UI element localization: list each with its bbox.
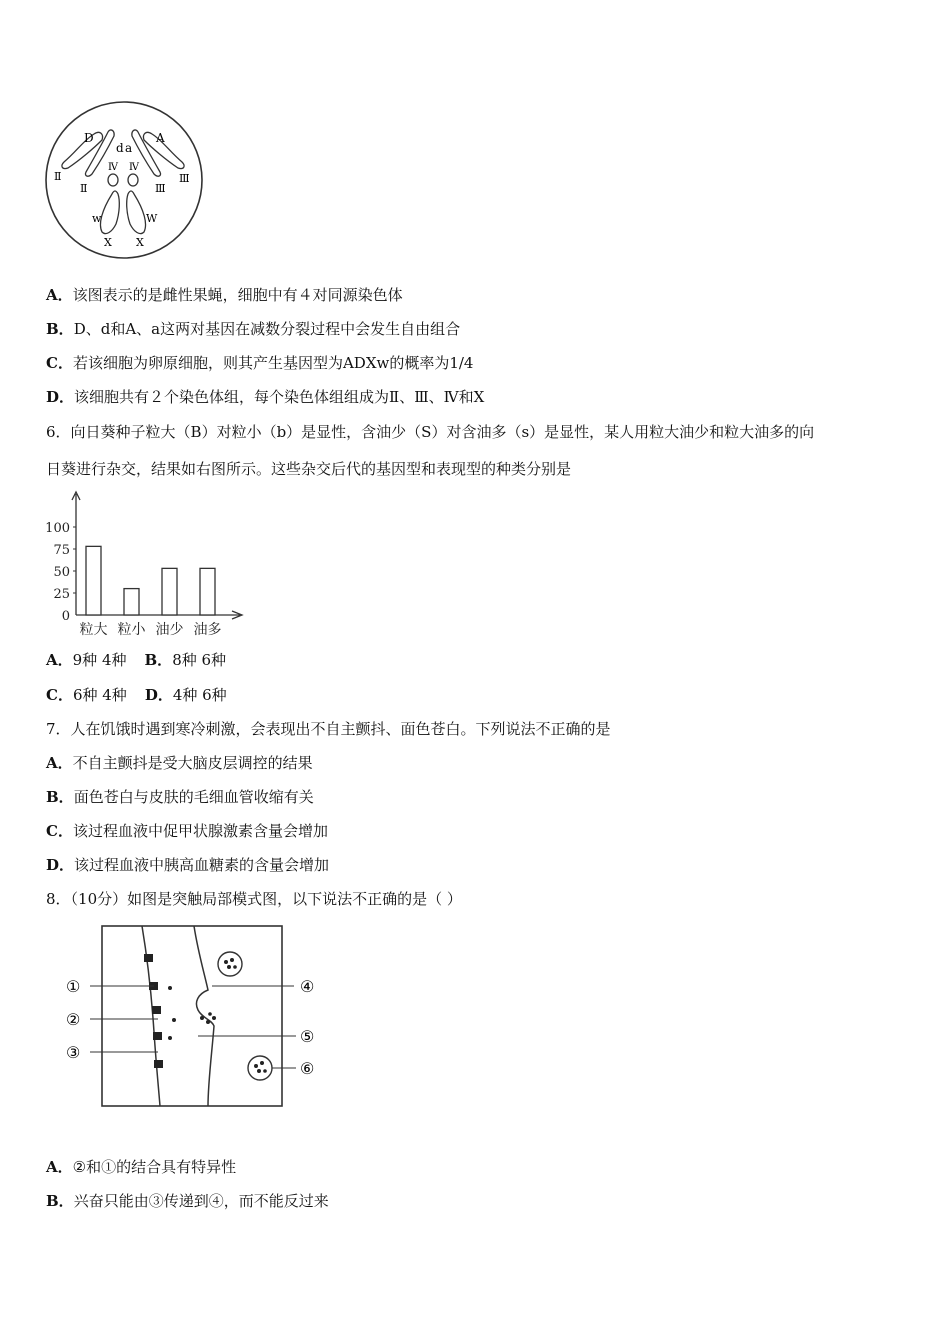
option-text: 9种 4种	[72, 651, 127, 669]
question-stem: 向日葵种子粒大（B）对粒小（b）是显性，含油少（S）对含油多（s）是显性，某人用粒大油少和粒大油多的向	[70, 423, 815, 441]
label-iii-inner: Ⅲ	[155, 182, 166, 195]
option-letter: D．	[46, 856, 75, 874]
receptor	[154, 1060, 163, 1068]
chromosome-iv-left	[108, 174, 118, 186]
x-tick-label: 粒小	[117, 622, 146, 638]
label-A: A	[156, 131, 165, 145]
option-text: 该图表示的是雌性果蝇，细胞中有４对同源染色体	[72, 286, 403, 304]
option-letter: D．	[144, 686, 173, 704]
option-letter: C．	[46, 822, 73, 840]
q7-option-c	[46, 821, 328, 841]
bar-2	[124, 589, 139, 615]
label-2: ②	[66, 1010, 81, 1029]
q5-option-a	[46, 285, 403, 305]
x-tick-label: 油少	[155, 622, 184, 638]
synaptic-vesicle	[248, 1056, 272, 1080]
option-letter: A．	[46, 754, 73, 772]
y-tick-label: 100	[45, 521, 70, 536]
label-iv-left: Ⅳ	[108, 162, 118, 173]
q6-stem-line1	[46, 422, 814, 442]
label-iii-right: Ⅲ	[179, 172, 190, 185]
question-number: 8．	[46, 890, 71, 908]
question-number: 7．	[46, 720, 71, 738]
label-D: D	[84, 131, 94, 145]
q6-options-row2	[46, 685, 227, 705]
q8-stem	[46, 889, 462, 909]
bar-chart	[42, 488, 252, 640]
option-letter: C．	[46, 354, 73, 372]
question-stem: 人在饥饿时遇到寒冷刺激，会表现出不自主颤抖、面色苍白。下列说法不正确的是	[70, 720, 611, 738]
y-tick-label: 25	[53, 587, 70, 602]
label-1: ①	[66, 977, 81, 996]
q5-option-b	[46, 319, 460, 339]
y-tick-label: 0	[61, 609, 70, 624]
option-letter: B．	[144, 651, 173, 669]
receptor	[153, 1032, 162, 1040]
q5-option-d	[46, 387, 484, 407]
x-tick-label: 油多	[193, 622, 222, 638]
option-text: 兴奋只能由③传递到④，而不能反过来	[73, 1192, 329, 1210]
question-stem: （10分）如图是突触局部模式图，以下说法不正确的是（ ）	[70, 890, 462, 908]
chromosome-x-right	[127, 191, 146, 234]
label-5: ⑤	[300, 1027, 315, 1046]
label-a: a	[125, 141, 133, 155]
option-text: ②和①的结合具有特异性	[72, 1158, 237, 1176]
label-ii-left: Ⅱ	[54, 170, 62, 183]
q8-option-b	[46, 1191, 329, 1211]
q6-stem-line2	[46, 459, 571, 479]
receptor	[144, 954, 153, 962]
synapse-figure	[62, 922, 326, 1112]
label-4: ④	[300, 977, 315, 996]
question-number: 6．	[46, 423, 71, 441]
q7-option-d	[46, 855, 329, 875]
chromosome-ii-outer	[62, 132, 103, 168]
option-text: 该过程血液中胰高血糖素的含量会增加	[74, 856, 330, 874]
chromosome-iv-right	[128, 174, 138, 186]
option-text: 面色苍白与皮肤的毛细血管收缩有关	[73, 788, 314, 806]
q5-option-c	[46, 353, 473, 373]
x-tick-label: 粒大	[79, 622, 108, 638]
label-d: d	[116, 141, 124, 155]
bar-1	[86, 546, 101, 615]
y-tick-label: 75	[53, 543, 70, 558]
option-text: 若该细胞为卵原细胞，则其产生基因型为ADXw的概率为1/4	[72, 354, 474, 372]
option-text: 该过程血液中促甲状腺激素含量会增加	[72, 822, 328, 840]
chromosome-figure	[42, 100, 206, 262]
synaptic-vesicle	[218, 952, 242, 976]
label-x-right: X	[136, 236, 144, 249]
q7-option-a	[46, 753, 313, 773]
chromosome-x-left	[100, 191, 119, 234]
q7-stem	[46, 719, 611, 739]
q6-options-row1	[46, 650, 226, 670]
option-letter: B．	[46, 320, 74, 338]
q8-option-a	[46, 1157, 236, 1177]
label-3: ③	[66, 1043, 81, 1062]
q7-option-b	[46, 787, 314, 807]
y-tick-label: 50	[53, 565, 70, 580]
presynaptic-membrane	[194, 926, 214, 1106]
option-text: 不自主颤抖是受大脑皮层调控的结果	[72, 754, 313, 772]
bar-4	[200, 568, 215, 615]
option-letter: C．	[46, 686, 73, 704]
option-letter: B．	[46, 1192, 74, 1210]
option-text: 4种 6种	[172, 686, 227, 704]
postsynaptic-membrane	[142, 926, 160, 1106]
label-x-left: X	[104, 236, 112, 249]
question-stem: 日葵进行杂交，结果如右图所示。这些杂交后代的基因型和表现型的种类分别是	[46, 460, 572, 478]
option-text: 8种 6种	[172, 651, 227, 669]
option-text: D、d和A、a这两对基因在减数分裂过程中会发生自由组合	[73, 320, 461, 338]
option-letter: B．	[46, 788, 74, 806]
label-ii-inner: Ⅱ	[80, 182, 88, 195]
label-w-left: w	[92, 212, 102, 225]
option-letter: D．	[46, 388, 75, 406]
option-letter: A．	[46, 651, 73, 669]
label-6: ⑥	[300, 1059, 315, 1078]
label-W-right: W	[146, 212, 158, 225]
option-letter: A．	[46, 1158, 73, 1176]
label-iv-right: Ⅳ	[129, 162, 139, 173]
bar-3	[162, 568, 177, 615]
option-text: 6种 4种	[72, 686, 127, 704]
option-letter: A．	[46, 286, 73, 304]
option-text: 该细胞共有２个染色体组，每个染色体组组成为Ⅱ、Ⅲ、Ⅳ和X	[74, 388, 485, 406]
receptor	[152, 1006, 161, 1014]
